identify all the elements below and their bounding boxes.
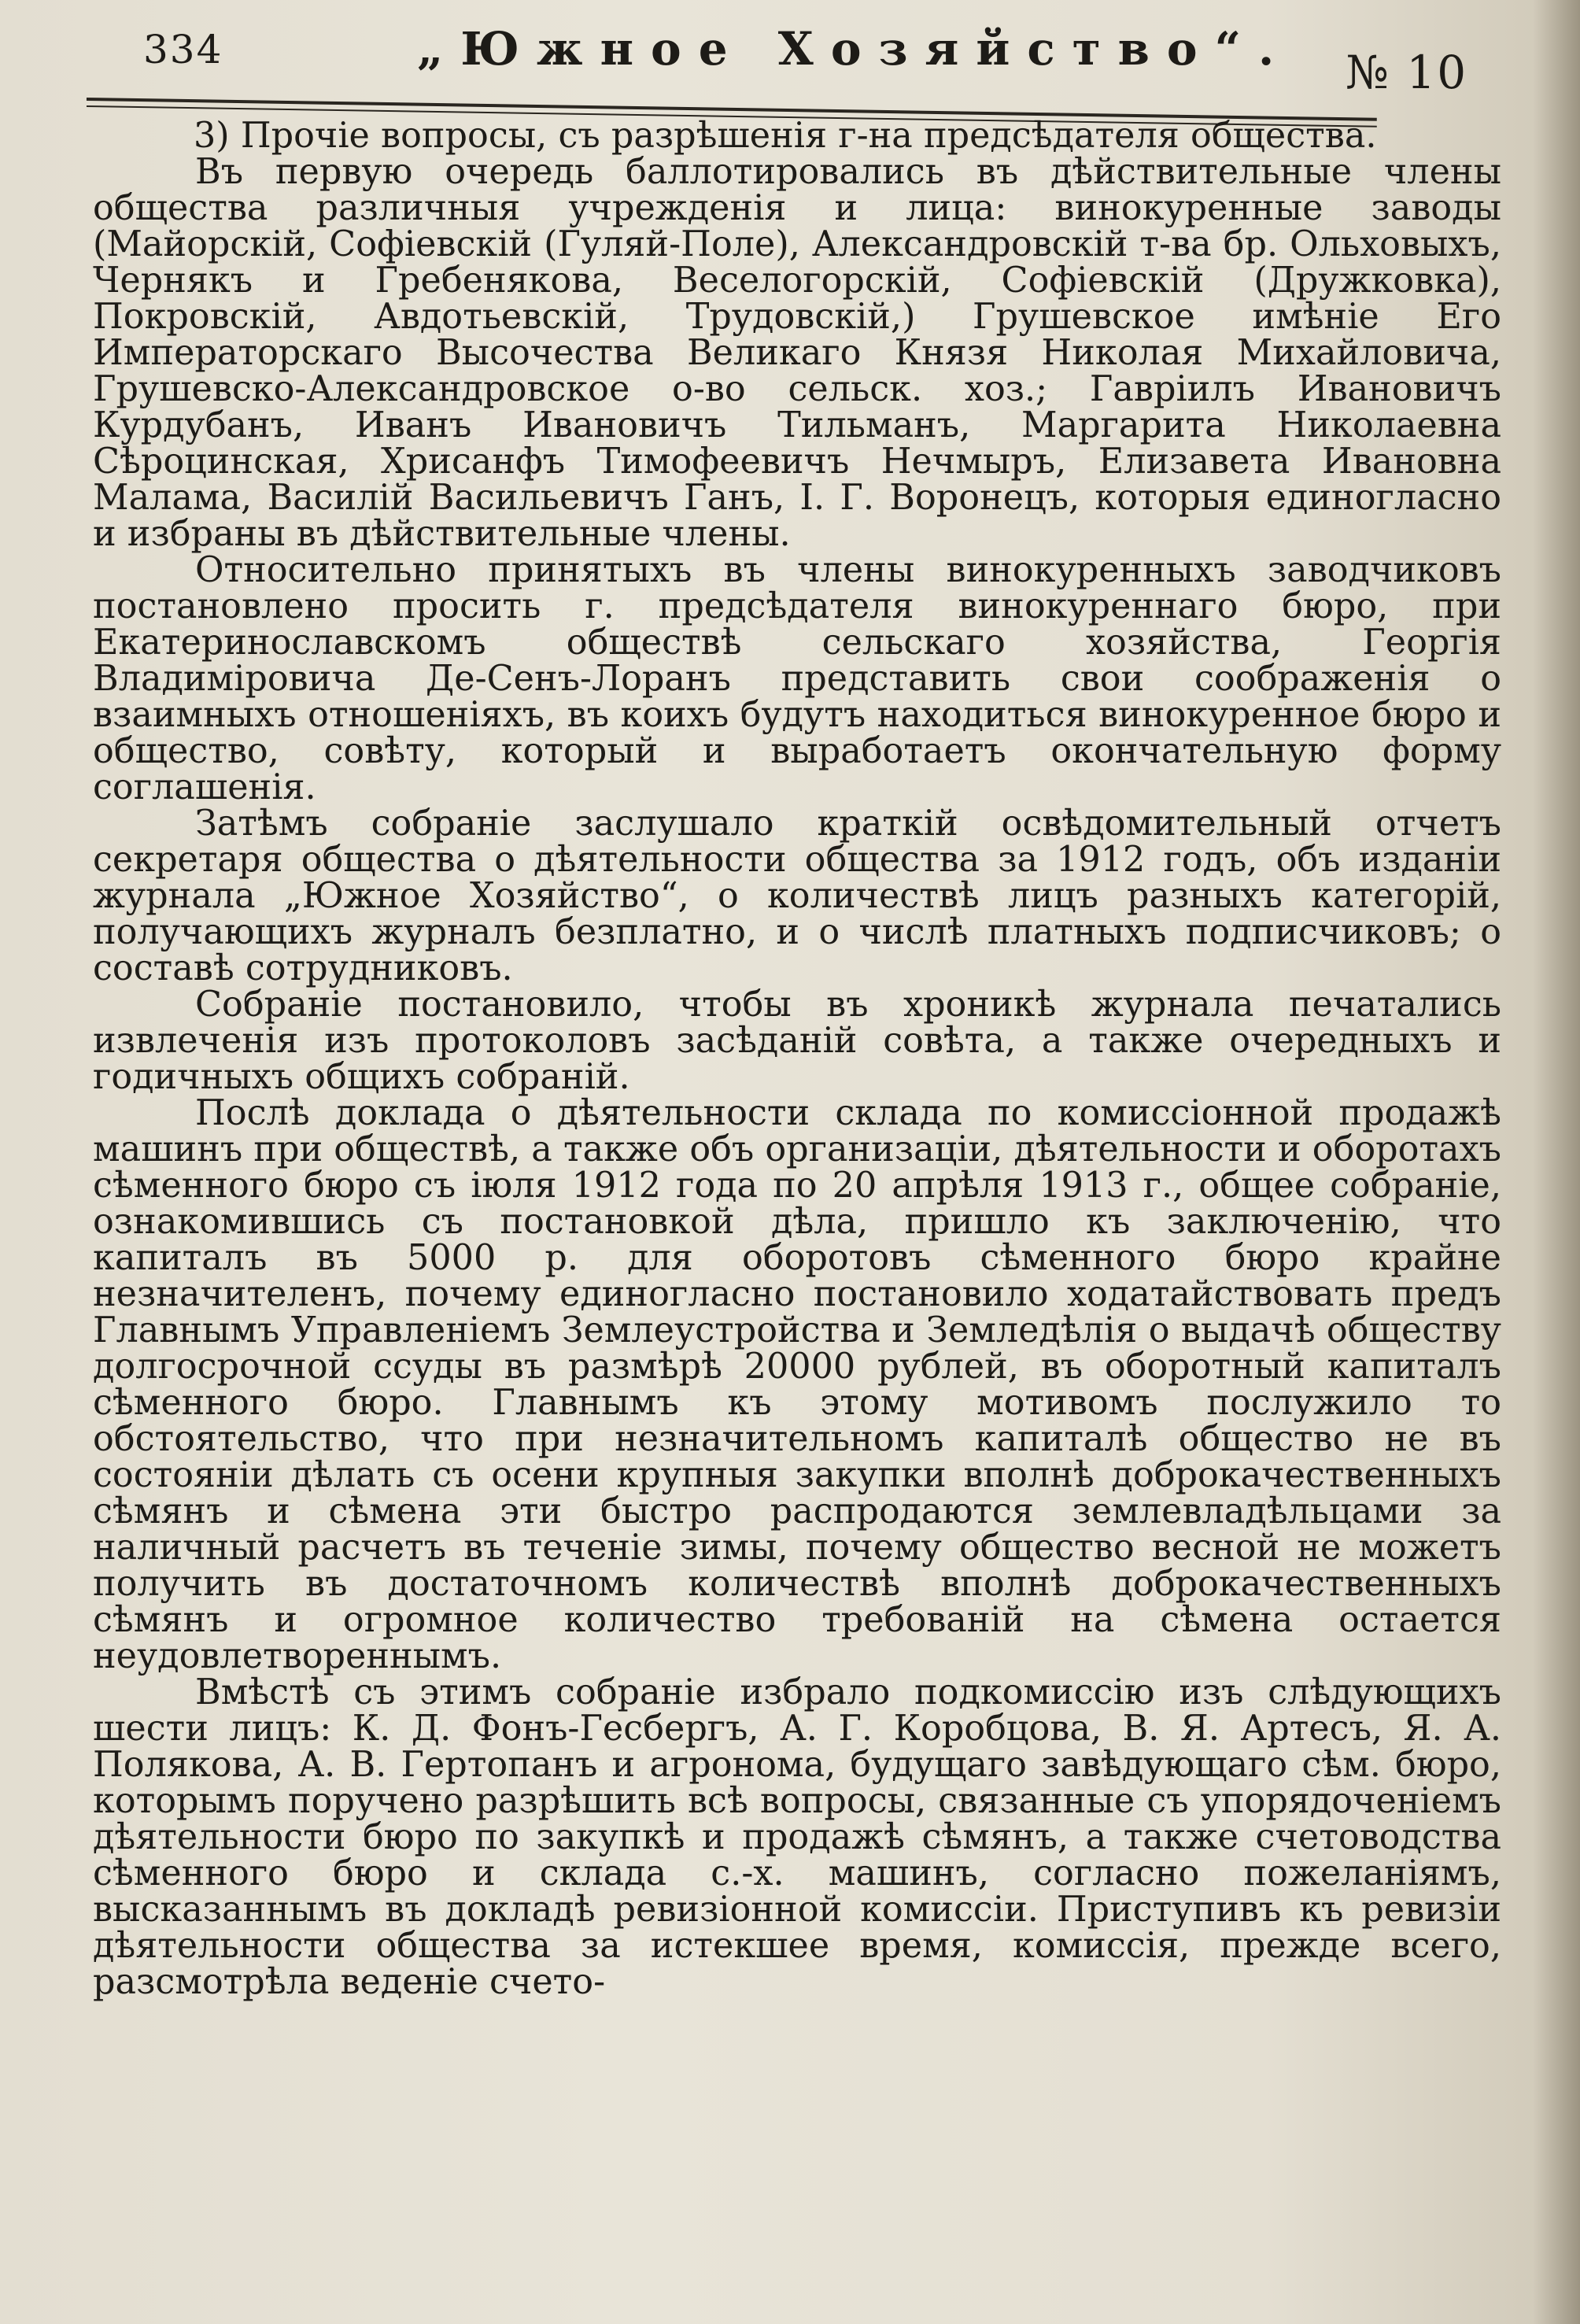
body-text bbox=[93, 118, 1501, 2001]
page-number: 334 bbox=[143, 27, 223, 72]
page-spine-shadow bbox=[1533, 0, 1580, 2324]
paragraph-secretary-report: Затѣмъ собраніе заслушало краткій освѣдомительный отчетъ секретаря общества о дѣятельности общества за 1912 годъ, объ изданіи журнала „Южное Хозяйство“, о количествѣ лицъ разныхъ категорій, получающихъ журналъ безплатно, и о числѣ платныхъ подписчиковъ; о составѣ сотрудниковъ. bbox=[93, 804, 1501, 988]
issue-number: № 10 bbox=[1346, 46, 1468, 99]
paragraph-agenda-item: 3) Прочіе вопросы, съ разрѣшенія г-на предсѣдателя общества. bbox=[194, 116, 1377, 156]
running-header bbox=[87, 22, 1503, 116]
paragraph-distillers: Относительно принятыхъ въ члены винокуренныхъ заводчиковъ постановлено просить г. предсѣдателя винокуреннаго бюро, при Екатеринославскомъ обществѣ сельскаго хозяйства, Георгія Владиміровича Де-Сенъ-Лоранъ представить свои соображенія о взаимныхъ отношеніяхъ, въ коихъ будутъ находиться винокуренное бюро и общество, совѣту, который и выработаетъ окончательную форму соглашенія. bbox=[93, 550, 1501, 807]
journal-title: „Южное Хозяйство“. bbox=[417, 22, 1292, 76]
paragraph-seed-bureau: Послѣ доклада о дѣятельности склада по комиссіонной продажѣ машинъ при обществѣ, а также объ организаціи, дѣятельности и оборотахъ сѣменного бюро съ іюля 1912 года по 20 апрѣля 1913 г., общее собраніе, ознакомившись съ постановкой дѣла, пришло къ заключенію, что капиталъ въ 5000 р. для оборотовъ сѣменного бюро крайне незначителенъ, почему единогласно постановило ходатайствовать предъ Главнымъ Управленіемъ Землеустройства и Земледѣлія о выдачѣ обществу долгосрочной ссуды въ размѣрѣ 20000 рублей, въ оборотный капиталъ сѣменного бюро. Главнымъ къ этому мотивомъ послужило то обстоятельство, что при незначительномъ капиталѣ общество не въ состояніи дѣлать съ осени крупныя закупки вполнѣ доброкачественныхъ сѣмянъ и сѣмена эти быстро распродаются землевладѣльцами за наличный расчетъ въ теченіе зимы, почему общество весной не можетъ получить въ достаточномъ количествѣ вполнѣ доброкачественныхъ сѣмянъ и огромное количество требованій на сѣмена остается неудовлетвореннымъ. bbox=[93, 1093, 1501, 1676]
paragraph-chronicle-decision: Собраніе постановило, чтобы въ хроникѣ журнала печатались извлеченія изъ протоколовъ засѣданій совѣта, а также очередныхъ и годичныхъ общихъ собраній. bbox=[93, 985, 1501, 1097]
paragraph-membership-ballot: Въ первую очередь баллотировались въ дѣйствительные члены общества различныя учрежденія и лица: винокуренные заводы (Майорскій, Софіевскій (Гуляй-Поле), Александровскій т-ва бр. Ольховыхъ, Чернякъ и Гребенякова, Веселогорскій, Софіевскій (Дружковка), Покровскій, Авдотьевскій, Трудовскій,) Грушевское имѣніе Его Императорскаго Высочества Великаго Князя Николая Михайловича, Грушевско-Александровское о-во сельск. хоз.; Гавріилъ Ивановичъ Курдубанъ, Иванъ Ивановичъ Тильманъ, Маргарита Николаевна Сѣроцинская, Хрисанфъ Тимофеевичъ Нечмыръ, Елизавета Ивановна Малама, Василій Васильевичъ Ганъ, І. Г. Воронецъ, которыя единогласно и избраны въ дѣйствительные члены. bbox=[93, 152, 1501, 554]
paragraph-subcommission: Вмѣстѣ съ этимъ собраніе избрало подкомиссію изъ слѣдующихъ шести лицъ: К. Д. Фонъ-Гесбергъ, А. Г. Коробцова, В. Я. Артесъ, Я. А. Полякова, А. В. Гертопанъ и агронома, будущаго завѣдующаго сѣм. бюро, которымъ поручено разрѣшить всѣ вопросы, связанные съ упорядоченіемъ дѣятельности бюро по закупкѣ и продажѣ сѣмянъ, а также счетоводства сѣменного бюро и склада с.-х. машинъ, согласно пожеланіямъ, высказаннымъ въ докладѣ ревизіонной комиссіи. Приступивъ къ ревизіи дѣятельности общества за истекшее время, комиссія, прежде всего, разсмотрѣла веденіе счето- bbox=[93, 1672, 1501, 2002]
